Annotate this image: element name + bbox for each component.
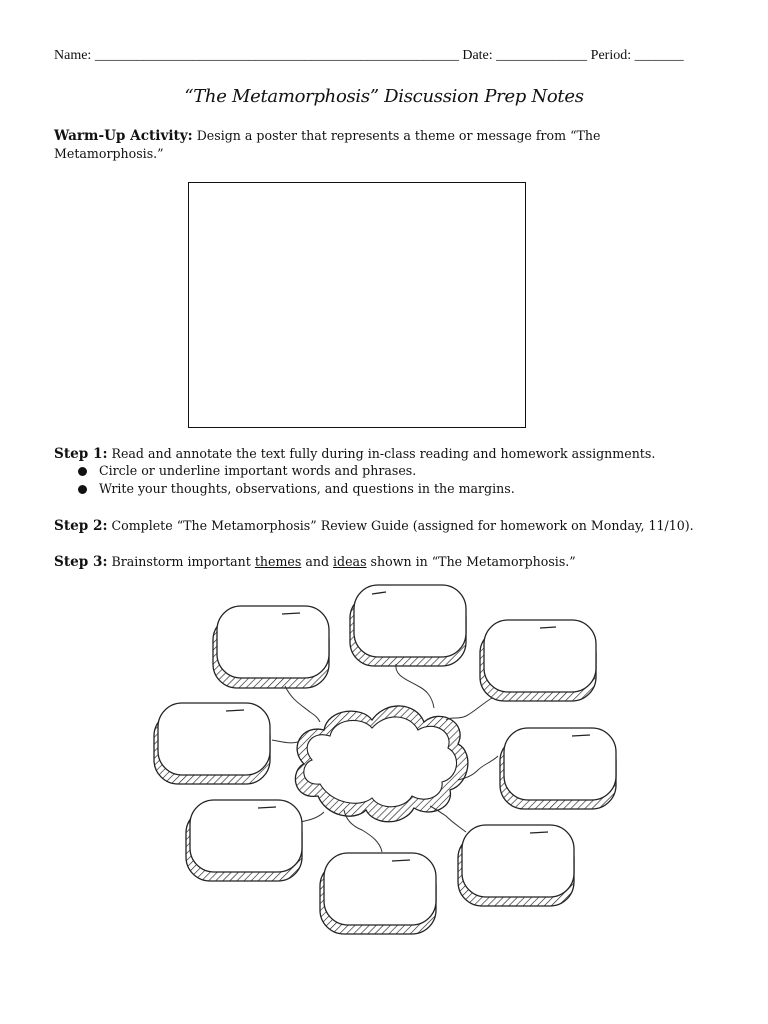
step3-text: Brainstorm important bbox=[107, 554, 255, 569]
date-field[interactable]: _____________ bbox=[496, 48, 588, 63]
step1-text: Read and annotate the text fully during in-class reading and homework assignments. bbox=[107, 446, 656, 461]
ideas-word: ideas bbox=[333, 554, 367, 569]
bullet-item: Write your thoughts, observations, and questions in the margins. bbox=[72, 480, 515, 498]
name-label: Name: bbox=[54, 48, 95, 63]
name-field[interactable]: ____________________________________________________ bbox=[94, 48, 459, 63]
idea-bubble[interactable] bbox=[186, 800, 302, 881]
idea-bubble[interactable] bbox=[350, 585, 466, 666]
idea-bubble[interactable] bbox=[154, 703, 270, 784]
idea-bubble[interactable] bbox=[458, 825, 574, 906]
step1-label: Step 1: bbox=[54, 446, 108, 462]
warmup-text: Design a poster that represents a theme or message from “The Metamorphosis.” bbox=[54, 128, 601, 161]
warmup-label: Warm-Up Activity: bbox=[54, 128, 193, 144]
period-field[interactable]: _______ bbox=[634, 48, 684, 63]
page-title: “The Metamorphosis” Discussion Prep Notes bbox=[184, 86, 584, 107]
date-label: Date: bbox=[458, 48, 497, 63]
step3-text: and bbox=[301, 554, 334, 569]
step2-label: Step 2: bbox=[54, 518, 108, 534]
idea-bubble[interactable] bbox=[320, 853, 436, 934]
bullet-item: Circle or underline important words and phrases. bbox=[72, 462, 515, 480]
step3-text: shown in “The Metamorphosis.” bbox=[366, 554, 576, 569]
period-label: Period: bbox=[587, 48, 635, 63]
step2-text: Complete “The Metamorphosis” Review Guide (assigned for homework on Monday, 11/10). bbox=[107, 518, 694, 533]
themes-word: themes bbox=[254, 554, 302, 569]
idea-bubble[interactable] bbox=[480, 620, 596, 701]
step3-label: Step 3: bbox=[54, 554, 108, 570]
idea-bubble[interactable] bbox=[500, 728, 616, 809]
central-cloud-bubble[interactable] bbox=[295, 706, 467, 822]
idea-bubble[interactable] bbox=[213, 606, 329, 688]
